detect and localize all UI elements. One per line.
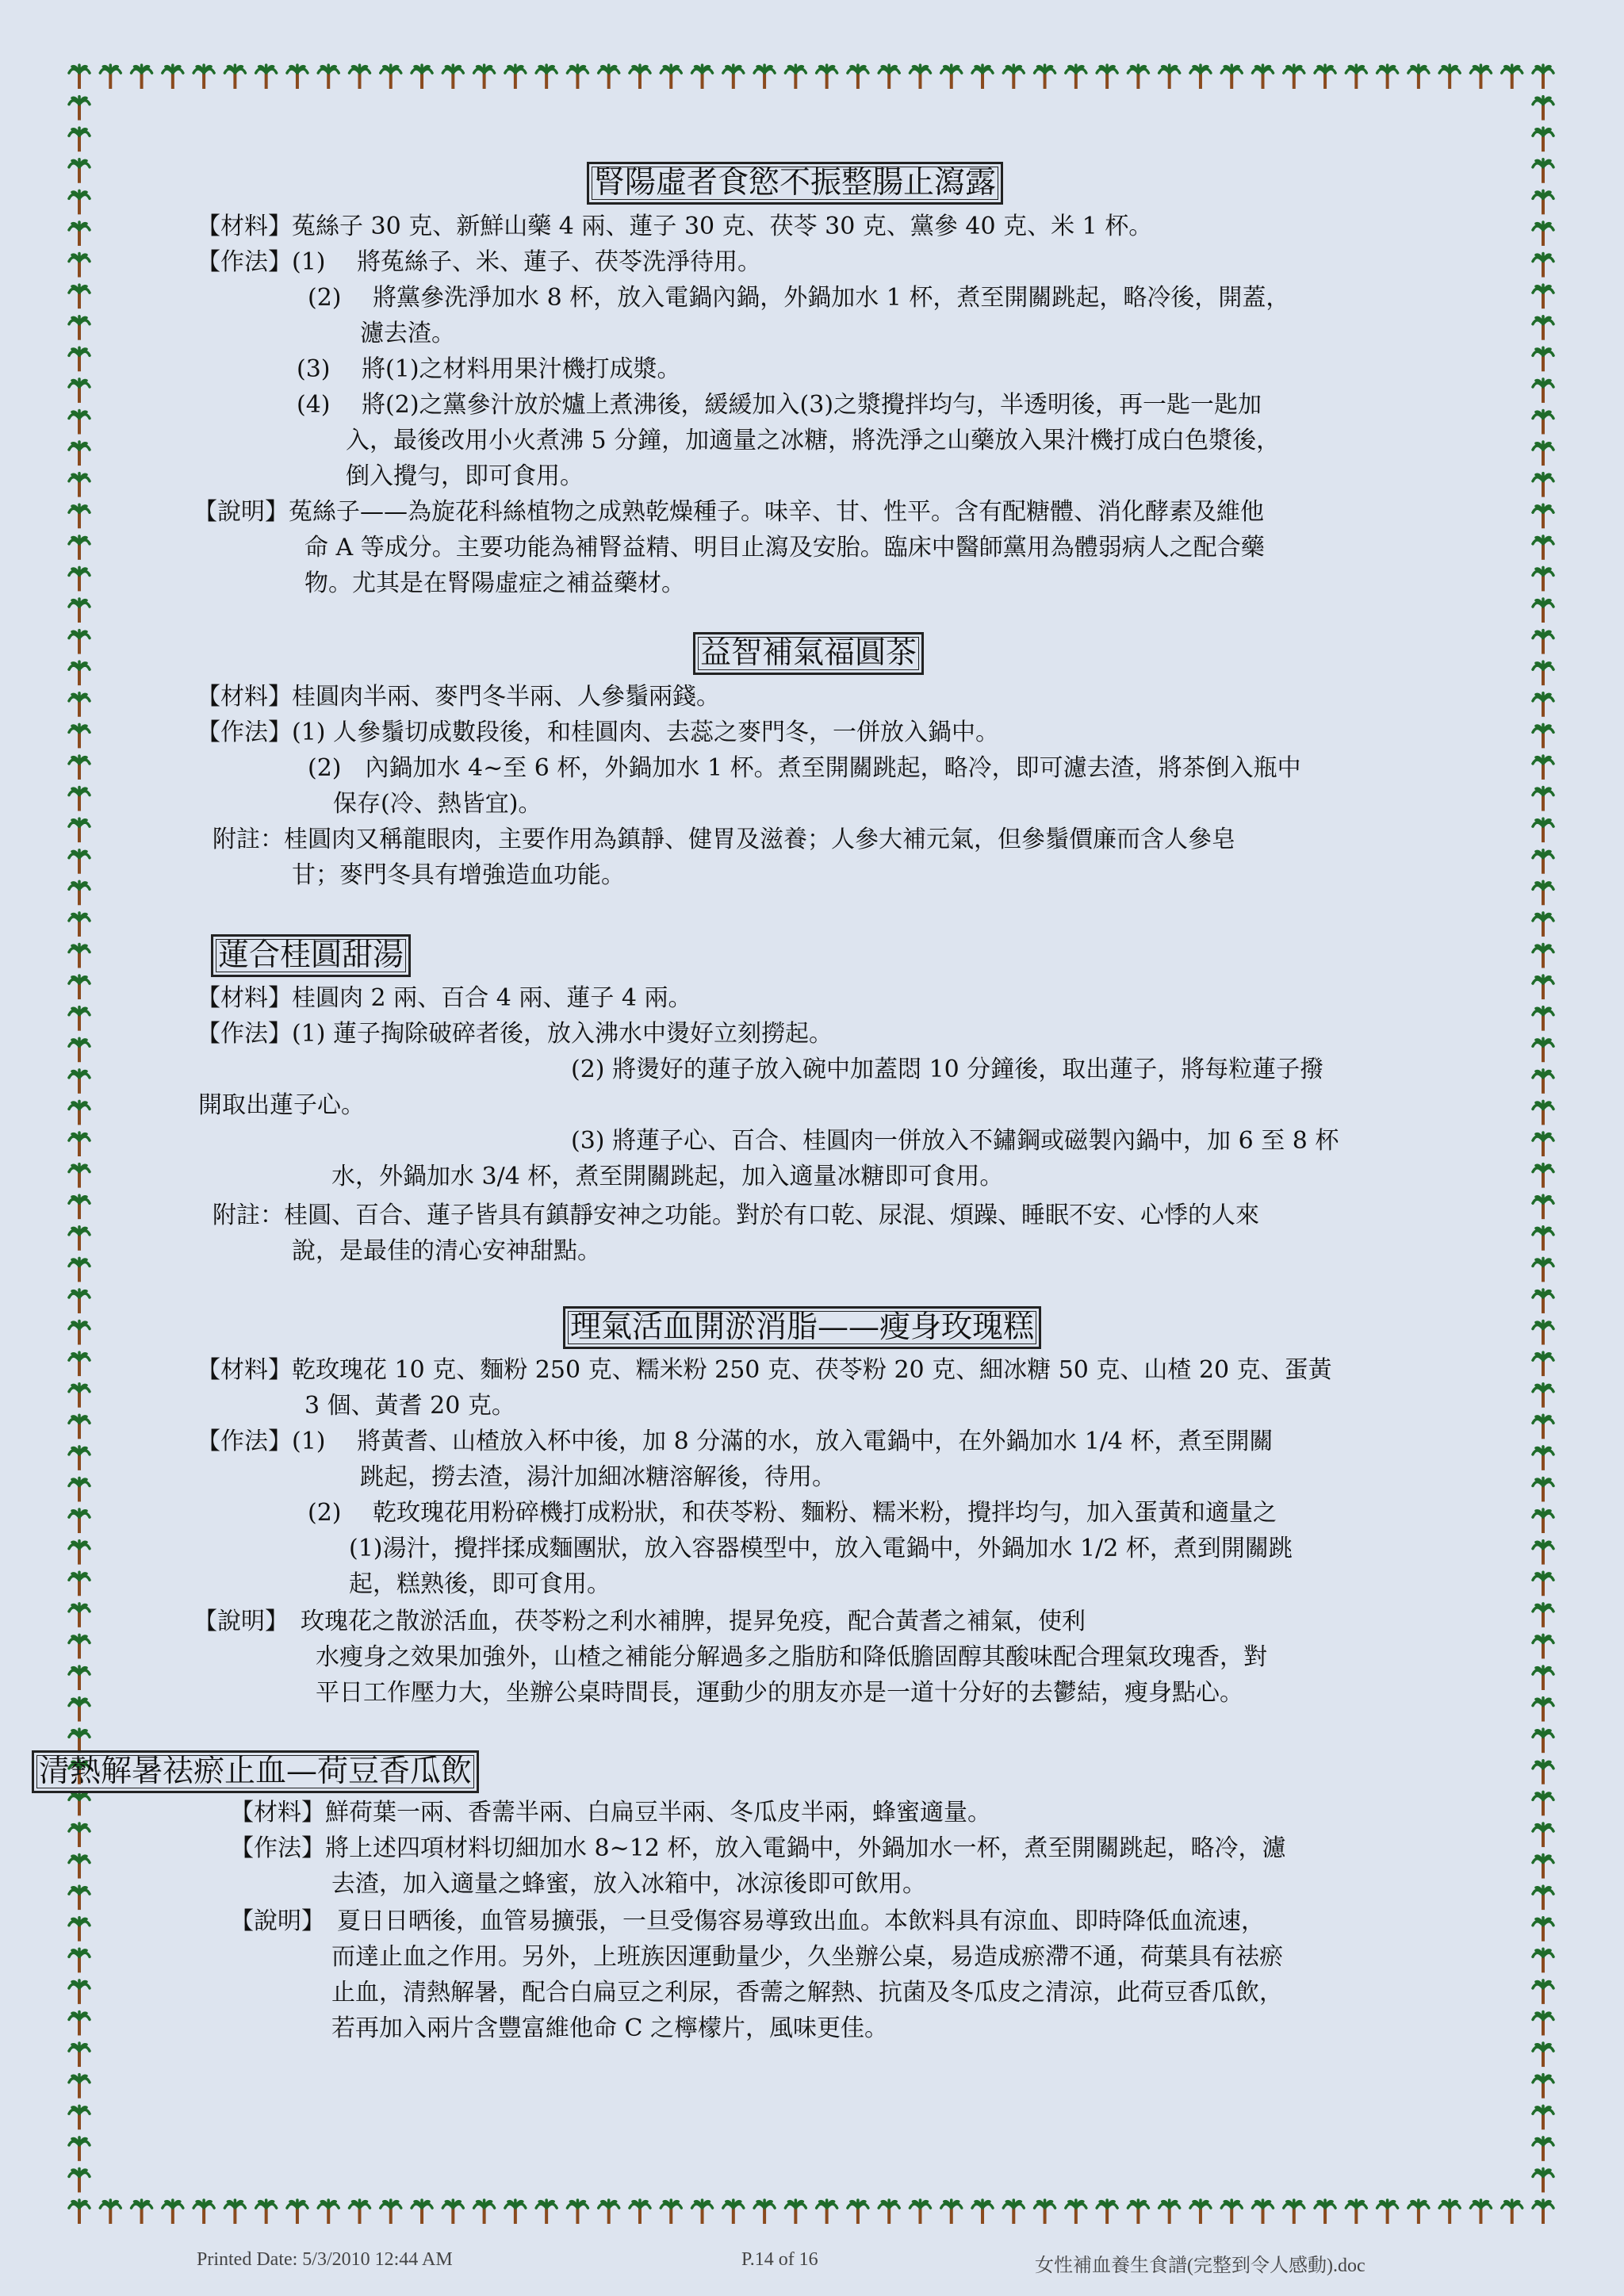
palm-tree-icon xyxy=(69,504,90,528)
palm-tree-icon xyxy=(474,2200,495,2224)
palm-tree-icon xyxy=(1533,976,1553,999)
palm-tree-icon xyxy=(1315,65,1335,89)
palm-tree-icon xyxy=(69,1918,90,1941)
palm-tree-icon xyxy=(69,1698,90,1722)
palm-tree-icon xyxy=(69,2043,90,2067)
palm-tree-icon xyxy=(723,65,744,89)
palm-tree-icon xyxy=(1408,65,1429,89)
printed-date: Printed Date: 5/3/2010 12:44 AM xyxy=(197,2249,453,2270)
palm-tree-icon xyxy=(69,1258,90,1282)
palm-tree-icon xyxy=(1284,65,1304,89)
palm-tree-icon xyxy=(100,2200,121,2224)
palm-tree-icon xyxy=(1470,65,1491,89)
palm-tree-icon xyxy=(817,65,837,89)
palm-tree-icon xyxy=(1253,65,1274,89)
palm-tree-icon xyxy=(69,631,90,654)
palm-tree-icon xyxy=(941,65,962,89)
palm-tree-icon xyxy=(69,65,90,89)
description-line: 【說明】 夏日日晒後，血管易擴張，一旦受傷容易導致出血。本飲料具有涼血、即時降低血流速， xyxy=(230,1907,1265,1935)
palm-tree-icon xyxy=(69,347,90,371)
palm-tree-icon xyxy=(1533,756,1553,780)
palm-tree-icon xyxy=(69,1478,90,1501)
palm-tree-icon xyxy=(1533,2043,1553,2067)
palm-tree-icon xyxy=(132,65,152,89)
palm-tree-icon xyxy=(474,65,495,89)
palm-tree-icon xyxy=(1533,631,1553,654)
palm-tree-icon xyxy=(599,2200,619,2224)
palm-tree-icon xyxy=(69,1038,90,1062)
palm-tree-icon xyxy=(1159,65,1180,89)
palm-tree-icon xyxy=(69,1007,90,1031)
palm-tree-icon xyxy=(910,65,930,89)
palm-tree-icon xyxy=(1221,65,1242,89)
method-line: 【作法】將上述四項材料切細加水 8~12 杯，放入電鍋中，外鍋加水一杯，煮至開關跳起，略冷，濾 xyxy=(230,1834,1286,1862)
palm-tree-icon xyxy=(1315,2200,1335,2224)
palm-tree-icon xyxy=(972,65,993,89)
palm-tree-icon xyxy=(69,316,90,340)
palm-tree-icon xyxy=(1408,2200,1429,2224)
palm-tree-icon xyxy=(69,536,90,560)
palm-tree-icon xyxy=(193,2200,214,2224)
palm-tree-icon xyxy=(1533,944,1553,968)
palm-tree-icon xyxy=(1533,1886,1553,1910)
palm-tree-icon xyxy=(69,442,90,466)
method-line: 【作法】(1) 人參鬚切成數段後，和桂圓肉、去蕊之麥門冬，一併放入鍋中。 xyxy=(197,719,1000,746)
palm-tree-icon xyxy=(1533,1384,1553,1408)
palm-tree-icon xyxy=(69,1792,90,1815)
palm-tree-icon xyxy=(536,65,557,89)
palm-tree-icon xyxy=(567,65,588,89)
palm-tree-icon xyxy=(349,2200,370,2224)
palm-tree-icon xyxy=(1533,1604,1553,1627)
palm-tree-icon xyxy=(318,2200,339,2224)
palm-tree-icon xyxy=(69,1384,90,1408)
palm-tree-icon xyxy=(1533,379,1553,403)
palm-tree-icon xyxy=(1533,1918,1553,1941)
palm-tree-icon xyxy=(69,1290,90,1313)
description-line: 物。尤其是在腎陽虛症之補益藥材。 xyxy=(304,569,685,597)
palm-tree-icon xyxy=(1533,599,1553,623)
ingredients-line: 3 個、黃耆 20 克。 xyxy=(304,1392,515,1420)
palm-tree-icon xyxy=(69,1886,90,1910)
palm-tree-icon xyxy=(69,1101,90,1125)
palm-tree-icon xyxy=(1533,1133,1553,1156)
palm-tree-icon xyxy=(1533,442,1553,466)
palm-tree-icon xyxy=(1533,410,1553,434)
palm-tree-icon xyxy=(1533,1352,1553,1376)
description-line: 止血，清熱解暑，配合白扁豆之利尿，香薷之解熱、抗菌及冬瓜皮之清涼，此荷豆香瓜飲， xyxy=(331,1979,1283,2007)
palm-tree-icon xyxy=(69,2106,90,2129)
palm-tree-icon xyxy=(1533,2168,1553,2192)
palm-tree-icon xyxy=(69,2137,90,2161)
palm-tree-icon xyxy=(567,2200,588,2224)
palm-tree-icon xyxy=(69,756,90,780)
method-line: 開取出蓮子心。 xyxy=(198,1091,365,1119)
palm-tree-icon xyxy=(785,2200,806,2224)
palm-tree-icon xyxy=(287,65,308,89)
palm-tree-icon xyxy=(1190,65,1211,89)
palm-tree-icon xyxy=(1533,1509,1553,1533)
palm-tree-icon xyxy=(69,818,90,842)
palm-tree-icon xyxy=(69,1635,90,1658)
palm-tree-icon xyxy=(69,881,90,905)
recipe-title: 蓮合桂圓甜湯 xyxy=(211,934,411,977)
palm-tree-icon xyxy=(1533,1541,1553,1565)
palm-tree-icon xyxy=(1533,2075,1553,2099)
palm-tree-icon xyxy=(412,2200,432,2224)
palm-tree-icon xyxy=(69,1572,90,1596)
method-line: (1)湯汁，攪拌揉成麵團狀，放入容器模型中，放入電鍋中，外鍋加水 1/2 杯，煮到開關跳 xyxy=(349,1535,1293,1562)
palm-tree-icon xyxy=(1533,1980,1553,2004)
palm-tree-icon xyxy=(1533,1447,1553,1470)
palm-tree-icon xyxy=(1502,65,1522,89)
palm-tree-icon xyxy=(69,222,90,246)
method-line: (2) 乾玫瑰花用粉碎機打成粉狀，和茯苓粉、麵粉、糯米粉，攪拌均勻，加入蛋黃和適量之 xyxy=(308,1499,1277,1527)
palm-tree-icon xyxy=(1066,65,1086,89)
palm-tree-icon xyxy=(69,1164,90,1188)
palm-tree-icon xyxy=(1533,1007,1553,1031)
method-line: (2) 內鍋加水 4~至 6 杯，外鍋加水 1 杯。煮至開關跳起，略冷，即可濾去渣，將茶倒入瓶中 xyxy=(308,754,1301,782)
palm-tree-icon xyxy=(69,1352,90,1376)
palm-tree-icon xyxy=(1533,473,1553,497)
palm-tree-icon xyxy=(1533,1478,1553,1501)
palm-tree-icon xyxy=(132,2200,152,2224)
palm-tree-icon xyxy=(1470,2200,1491,2224)
note-line: 說，是最佳的清心安神甜點。 xyxy=(292,1237,601,1265)
palm-tree-icon xyxy=(630,65,650,89)
palm-tree-icon xyxy=(1533,504,1553,528)
method-line: 水，外鍋加水 3/4 杯，煮至開關跳起，加入適量冰糖即可食用。 xyxy=(331,1163,1004,1190)
method-line: 【作法】(1) 將菟絲子、米、蓮子、茯苓洗淨待用。 xyxy=(197,248,762,276)
palm-tree-icon xyxy=(1533,254,1553,278)
palm-tree-icon xyxy=(941,2200,962,2224)
palm-tree-icon xyxy=(69,379,90,403)
palm-tree-icon xyxy=(599,65,619,89)
palm-tree-icon xyxy=(817,2200,837,2224)
palm-tree-icon xyxy=(723,2200,744,2224)
palm-tree-icon xyxy=(1533,2011,1553,2035)
palm-tree-icon xyxy=(972,2200,993,2224)
palm-tree-icon xyxy=(910,2200,930,2224)
palm-tree-icon xyxy=(1159,2200,1180,2224)
palm-tree-icon xyxy=(785,65,806,89)
palm-tree-icon xyxy=(193,65,214,89)
description-line: 【說明】 玫瑰花之散淤活血，茯苓粉之利水補脾，提昇免疫，配合黃耆之補氣，使利 xyxy=(193,1608,1086,1635)
palm-tree-icon xyxy=(1128,2200,1148,2224)
palm-tree-icon xyxy=(1533,1321,1553,1345)
method-line: 濾去渣。 xyxy=(360,320,455,347)
palm-tree-icon xyxy=(69,1729,90,1753)
palm-tree-icon xyxy=(692,2200,713,2224)
palm-tree-icon xyxy=(69,913,90,937)
palm-tree-icon xyxy=(1533,1855,1553,1879)
ingredients-line: 【材料】菟絲子 30 克、新鮮山藥 4 兩、蓮子 30 克、茯苓 30 克、黨參 40 克、米 1 杯。 xyxy=(197,213,1153,240)
palm-tree-icon xyxy=(69,190,90,214)
palm-tree-icon xyxy=(1533,1761,1553,1784)
palm-tree-icon xyxy=(442,65,463,89)
palm-tree-icon xyxy=(505,2200,526,2224)
palm-tree-icon xyxy=(1533,818,1553,842)
document-filename: 女性補血養生食譜(完整到令人感動).doc xyxy=(1035,2256,1365,2276)
method-line: 保存(冷、熱皆宜)。 xyxy=(333,790,542,818)
palm-tree-icon xyxy=(1533,128,1553,151)
palm-tree-icon xyxy=(318,65,339,89)
palm-tree-icon xyxy=(1097,2200,1117,2224)
palm-tree-icon xyxy=(69,97,90,121)
palm-tree-icon xyxy=(1533,190,1553,214)
palm-tree-icon xyxy=(1533,881,1553,905)
palm-tree-icon xyxy=(69,2200,90,2224)
palm-tree-icon xyxy=(349,65,370,89)
palm-tree-icon xyxy=(1533,567,1553,591)
palm-tree-icon xyxy=(1533,724,1553,748)
palm-tree-icon xyxy=(69,788,90,811)
palm-tree-icon xyxy=(661,65,681,89)
method-line: 跳起，撈去渣，湯汁加細冰糖溶解後，待用。 xyxy=(360,1463,836,1491)
palm-tree-icon xyxy=(1533,1823,1553,1847)
palm-tree-icon xyxy=(69,567,90,591)
palm-tree-icon xyxy=(1253,2200,1274,2224)
palm-tree-icon xyxy=(69,724,90,748)
note-line: 附註：桂圓肉又稱龍眼肉，主要作用為鎮靜、健胃及滋養；人參大補元氣，但參鬚價廉而含人參皂 xyxy=(213,826,1235,853)
palm-tree-icon xyxy=(1533,1101,1553,1125)
method-line: 【作法】(1) 將黃耆、山楂放入杯中後，加 8 分滿的水，放入電鍋中，在外鍋加水 1/4 杯，煮至開關 xyxy=(197,1428,1274,1455)
palm-tree-icon xyxy=(1533,347,1553,371)
palm-tree-icon xyxy=(1533,2106,1553,2129)
palm-tree-icon xyxy=(69,128,90,151)
palm-tree-icon xyxy=(69,944,90,968)
palm-tree-icon xyxy=(1097,65,1117,89)
ingredients-line: 【材料】鮮荷葉一兩、香薷半兩、白扁豆半兩、冬瓜皮半兩，蜂蜜適量。 xyxy=(230,1799,991,1826)
palm-tree-icon xyxy=(1035,65,1055,89)
palm-tree-icon xyxy=(69,254,90,278)
palm-tree-icon xyxy=(1533,97,1553,121)
palm-tree-icon xyxy=(1346,2200,1366,2224)
description-line: 水瘦身之效果加強外，山楂之補能分解過多之脂肪和降低膽固醇其酸味配合理氣玫瑰香，對 xyxy=(316,1643,1267,1671)
palm-tree-icon xyxy=(1533,788,1553,811)
palm-tree-icon xyxy=(1502,2200,1522,2224)
palm-tree-icon xyxy=(692,65,713,89)
palm-tree-icon xyxy=(69,285,90,309)
palm-tree-icon xyxy=(69,1509,90,1533)
description-line: 【說明】菟絲子——為旋花科絲植物之成熟乾燥種子。味辛、甘、性平。含有配糖體、消化酵素及維他 xyxy=(193,498,1264,526)
palm-tree-icon xyxy=(1533,536,1553,560)
palm-tree-icon xyxy=(69,1855,90,1879)
palm-tree-icon xyxy=(754,2200,775,2224)
palm-tree-icon xyxy=(1439,65,1460,89)
method-line: 倒入攪勻，即可食用。 xyxy=(346,462,584,490)
description-line: 命 A 等成分。主要功能為補腎益精、明目止瀉及安胎。臨床中醫師黨用為體弱病人之配合藥 xyxy=(304,534,1265,562)
recipe-title: 腎陽虛者食慾不振整腸止瀉露 xyxy=(587,162,1003,205)
palm-tree-icon xyxy=(69,976,90,999)
palm-tree-icon xyxy=(1533,1258,1553,1282)
palm-tree-icon xyxy=(1533,1698,1553,1722)
palm-tree-icon xyxy=(848,65,868,89)
palm-tree-icon xyxy=(1439,2200,1460,2224)
method-line: (4) 將(2)之黨參汁放於爐上煮沸後，緩緩加入(3)之漿攪拌均勻，半透明後，再一匙一匙加 xyxy=(297,391,1262,419)
palm-tree-icon xyxy=(69,1949,90,1972)
method-line: (2) 將黨參洗淨加水 8 杯，放入電鍋內鍋，外鍋加水 1 杯，煮至開關跳起，略冷後，開蓋， xyxy=(308,284,1290,312)
palm-tree-icon xyxy=(69,1666,90,1690)
palm-tree-icon xyxy=(1533,661,1553,685)
palm-tree-icon xyxy=(69,1541,90,1565)
palm-tree-icon xyxy=(1284,2200,1304,2224)
palm-tree-icon xyxy=(1533,1729,1553,1753)
palm-tree-icon xyxy=(1533,1666,1553,1690)
palm-tree-icon xyxy=(69,2075,90,2099)
palm-tree-icon xyxy=(69,1980,90,2004)
palm-tree-icon xyxy=(256,65,277,89)
palm-tree-icon xyxy=(1533,1949,1553,1972)
ingredients-line: 【材料】乾玫瑰花 10 克、麵粉 250 克、糯米粉 250 克、茯苓粉 20 克、細冰糖 50 克、山楂 20 克、蛋黃 xyxy=(197,1356,1332,1384)
method-line: (3) 將蓮子心、百合、桂圓肉一併放入不鏽鋼或磁製內鍋中，加 6 至 8 杯 xyxy=(571,1127,1339,1155)
palm-tree-icon xyxy=(879,65,899,89)
palm-tree-icon xyxy=(1533,222,1553,246)
palm-tree-icon xyxy=(630,2200,650,2224)
palm-tree-icon xyxy=(879,2200,899,2224)
palm-tree-icon xyxy=(1533,1038,1553,1062)
description-line: 若再加入兩片含豐富維他命 C 之檸檬片，風味更佳。 xyxy=(331,2014,889,2042)
palm-tree-icon xyxy=(69,2011,90,2035)
palm-tree-icon xyxy=(1533,1792,1553,1815)
palm-tree-icon xyxy=(1346,65,1366,89)
palm-tree-icon xyxy=(1003,2200,1024,2224)
palm-tree-icon xyxy=(1533,65,1553,89)
palm-tree-icon xyxy=(69,850,90,874)
palm-tree-icon xyxy=(163,2200,183,2224)
palm-tree-icon xyxy=(1533,2137,1553,2161)
palm-tree-icon xyxy=(224,65,245,89)
palm-tree-icon xyxy=(412,65,432,89)
palm-tree-icon xyxy=(1377,2200,1398,2224)
palm-tree-icon xyxy=(661,2200,681,2224)
palm-tree-icon xyxy=(1533,2200,1553,2224)
method-line: (2) 將燙好的蓮子放入碗中加蓋悶 10 分鐘後，取出蓮子，將每粒蓮子撥 xyxy=(571,1056,1324,1083)
palm-tree-icon xyxy=(163,65,183,89)
note-line: 甘；麥門冬具有增強造血功能。 xyxy=(292,861,625,889)
palm-tree-icon xyxy=(1533,1164,1553,1188)
palm-tree-icon xyxy=(69,2168,90,2192)
palm-tree-icon xyxy=(256,2200,277,2224)
palm-tree-icon xyxy=(754,65,775,89)
description-line: 平日工作壓力大，坐辦公桌時間長，運動少的朋友亦是一道十分好的去鬱結，瘦身點心。 xyxy=(316,1679,1243,1707)
recipe-title: 清熱解暑祛瘀止血—荷豆香瓜飲 xyxy=(32,1750,479,1793)
palm-tree-icon xyxy=(69,1133,90,1156)
palm-tree-icon xyxy=(1533,1572,1553,1596)
palm-tree-icon xyxy=(1190,2200,1211,2224)
palm-tree-icon xyxy=(100,65,121,89)
palm-tree-icon xyxy=(1128,65,1148,89)
palm-tree-icon xyxy=(69,1227,90,1251)
palm-tree-icon xyxy=(1533,1415,1553,1439)
palm-tree-icon xyxy=(287,2200,308,2224)
palm-tree-icon xyxy=(1003,65,1024,89)
palm-tree-icon xyxy=(69,1415,90,1439)
note-line: 附註：桂圓、百合、蓮子皆具有鎮靜安神之功能。對於有口乾、尿混、煩躁、睡眠不安、心悸的人來 xyxy=(213,1202,1259,1229)
palm-tree-icon xyxy=(1533,1635,1553,1658)
palm-tree-icon xyxy=(69,693,90,717)
palm-tree-icon xyxy=(69,159,90,183)
palm-tree-icon xyxy=(69,1070,90,1094)
palm-tree-icon xyxy=(1533,1070,1553,1094)
palm-tree-icon xyxy=(1533,850,1553,874)
palm-tree-icon xyxy=(1035,2200,1055,2224)
palm-tree-icon xyxy=(381,65,401,89)
palm-tree-icon xyxy=(381,2200,401,2224)
palm-tree-icon xyxy=(505,65,526,89)
palm-tree-icon xyxy=(69,1447,90,1470)
palm-tree-icon xyxy=(69,410,90,434)
palm-tree-icon xyxy=(1533,316,1553,340)
palm-tree-icon xyxy=(442,2200,463,2224)
palm-tree-icon xyxy=(69,1823,90,1847)
ingredients-line: 【材料】桂圓肉半兩、麥門冬半兩、人參鬚兩錢。 xyxy=(197,683,720,711)
palm-tree-icon xyxy=(1533,1290,1553,1313)
page-number: P.14 of 16 xyxy=(741,2249,818,2270)
palm-tree-icon xyxy=(1533,693,1553,717)
palm-tree-icon xyxy=(1221,2200,1242,2224)
palm-tree-icon xyxy=(224,2200,245,2224)
palm-tree-icon xyxy=(1533,1227,1553,1251)
palm-tree-icon xyxy=(69,599,90,623)
palm-tree-icon xyxy=(69,1604,90,1627)
recipe-title: 益智補氣福圓茶 xyxy=(693,632,924,675)
palm-tree-icon xyxy=(69,1321,90,1345)
palm-tree-icon xyxy=(69,1195,90,1219)
palm-tree-icon xyxy=(848,2200,868,2224)
method-line: 入，最後改用小火煮沸 5 分鐘，加適量之冰糖，將洗淨之山藥放入果汁機打成白色漿後， xyxy=(346,427,1281,454)
palm-tree-icon xyxy=(536,2200,557,2224)
palm-tree-icon xyxy=(1533,913,1553,937)
method-line: (3) 將(1)之材料用果汁機打成漿。 xyxy=(297,355,681,383)
palm-tree-icon xyxy=(1533,285,1553,309)
palm-tree-icon xyxy=(1066,2200,1086,2224)
palm-tree-icon xyxy=(1377,65,1398,89)
palm-tree-icon xyxy=(1533,1195,1553,1219)
recipe-title: 理氣活血開淤消脂——瘦身玫瑰糕 xyxy=(563,1306,1041,1349)
description-line: 而達止血之作用。另外，上班族因運動量少，久坐辦公桌，易造成瘀滯不通，荷葉具有祛瘀 xyxy=(331,1943,1283,1971)
method-line: 去渣，加入適量之蜂蜜，放入冰箱中，冰涼後即可飲用。 xyxy=(331,1870,926,1898)
palm-tree-icon xyxy=(69,473,90,497)
ingredients-line: 【材料】桂圓肉 2 兩、百合 4 兩、蓮子 4 兩。 xyxy=(197,984,692,1012)
method-line: 【作法】(1) 蓮子掏除破碎者後，放入沸水中燙好立刻撈起。 xyxy=(197,1020,833,1048)
method-line: 起，糕熟後，即可食用。 xyxy=(349,1570,611,1598)
palm-tree-icon xyxy=(69,661,90,685)
palm-tree-icon xyxy=(1533,159,1553,183)
